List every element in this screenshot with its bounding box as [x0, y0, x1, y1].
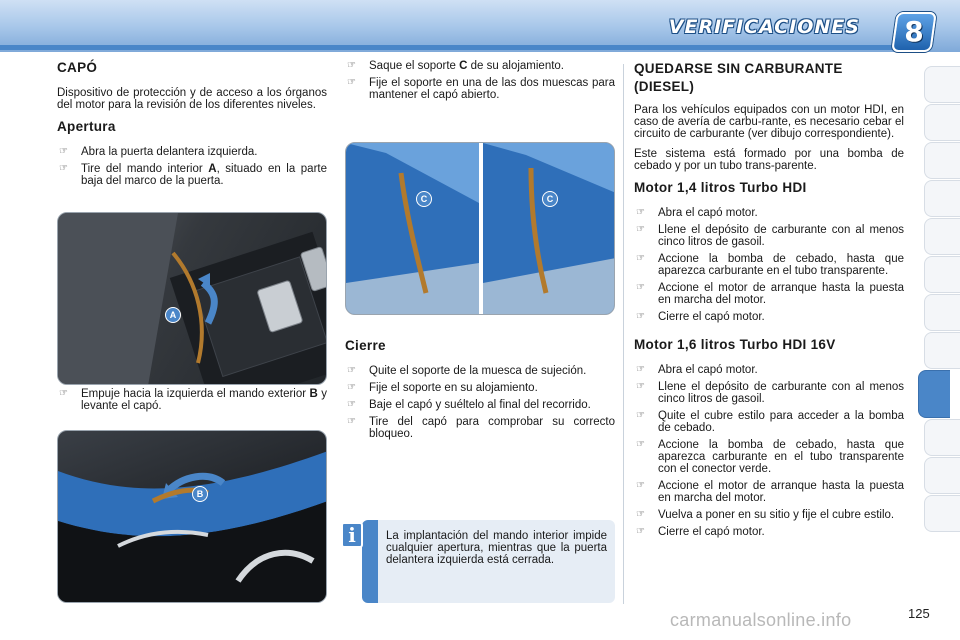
bullet-hand-icon: ☞	[636, 480, 645, 491]
chapter-tab[interactable]	[924, 294, 960, 331]
motor14-step: ☞ Accione el motor de arranque hasta la puesta en marcha del motor.	[636, 282, 904, 306]
cierre-step: ☞ Quite el soporte de la muesca de sujeción.	[347, 365, 587, 377]
chapter-number: 8	[904, 15, 924, 48]
key-letter-b: B	[309, 388, 318, 400]
bullet-hand-icon: ☞	[636, 311, 645, 322]
motor14-step: ☞ Abra el capó motor.	[636, 207, 758, 219]
motor16-step: ☞ Accione la bomba de cebado, hasta que aparezca carburante en el tubo transparente con el conector verde.	[636, 439, 904, 475]
interior-release-illustration	[57, 212, 327, 385]
bullet-hand-icon: ☞	[636, 253, 645, 264]
motor14-title: Motor 1,4 litros Turbo HDI	[634, 180, 807, 195]
label-a: A	[165, 307, 181, 323]
motor16-step: ☞ Vuelva a poner en su sitio y fije el cubre estilo.	[636, 509, 895, 521]
chapter-tabs	[924, 66, 960, 576]
bullet-hand-icon: ☞	[347, 416, 356, 427]
chapter-tab[interactable]	[924, 142, 960, 179]
motor14-step: ☞ Accione la bomba de cebado, hasta que aparezca carburante en el tubo transparente.	[636, 253, 904, 277]
bullet-hand-icon: ☞	[636, 224, 645, 235]
bullet-hand-icon: ☞	[636, 439, 645, 450]
bullet-hand-icon: ☞	[636, 509, 645, 520]
bullet-hand-icon: ☞	[347, 77, 356, 88]
cierre-step: ☞ Tire del capó para comprobar su correcto bloqueo.	[347, 416, 615, 440]
motor16-step: ☞ Llene el depósito de carburante con al menos cinco litros de gasoil.	[636, 381, 904, 405]
watermark: carmanualsonline.info	[670, 610, 852, 630]
motor14-steps	[634, 207, 904, 323]
exterior-release-list	[57, 388, 327, 412]
label-c-right: C	[542, 191, 558, 207]
cierre-step: ☞ Fije el soporte en su alojamiento.	[347, 382, 538, 394]
fuel-intro-1: Para los vehículos equipados con un motor HDI, en caso de avería de carbu-rante, es necesario cebar el circuito de carburante (ver dibujo correspondiente).	[634, 104, 904, 140]
cierre-step: ☞ Baje el capó y suéltelo al final del recorrido.	[347, 399, 591, 411]
bullet-hand-icon: ☞	[636, 381, 645, 392]
chapter-tab[interactable]	[924, 495, 960, 532]
footwell-drawing	[58, 213, 327, 385]
bullet-hand-icon: ☞	[59, 388, 68, 399]
chapter-tab[interactable]	[924, 256, 960, 293]
cierre-section	[345, 330, 615, 445]
bullet-hand-icon: ☞	[347, 382, 356, 393]
info-icon: i	[341, 522, 363, 548]
cierre-steps	[345, 365, 615, 440]
bullet-hand-icon: ☞	[636, 207, 645, 218]
chapter-tab[interactable]	[924, 218, 960, 255]
motor16-step: ☞ Abra el capó motor.	[636, 364, 758, 376]
column-support	[345, 60, 615, 106]
chapter-tab[interactable]	[924, 419, 960, 456]
motor16-step: ☞ Accione el motor de arranque hasta la puesta en marcha del motor.	[636, 480, 904, 504]
apertura-steps	[57, 146, 327, 187]
chapter-tab[interactable]	[924, 332, 960, 369]
motor16-step: ☞ Cierre el capó motor.	[636, 526, 765, 538]
key-letter-a: A	[208, 163, 217, 175]
exterior-release-step	[57, 388, 327, 417]
info-note	[362, 520, 615, 603]
motor16-title: Motor 1,6 litros Turbo HDI 16V	[634, 337, 836, 352]
cierre-title: Cierre	[345, 338, 386, 353]
column-divider	[623, 64, 624, 604]
apertura-title: Apertura	[57, 119, 116, 134]
bullet-hand-icon: ☞	[59, 146, 68, 157]
motor14-step: ☞ Cierre el capó motor.	[636, 311, 765, 323]
chapter-badge	[891, 12, 937, 52]
support-steps	[345, 60, 615, 101]
page-number: 125	[908, 606, 930, 621]
capo-intro: Dispositivo de protección y de acceso a los órganos del motor para la revisión de los diferentes niveles.	[57, 87, 327, 111]
bullet-hand-icon: ☞	[636, 410, 645, 421]
apertura-step: ☞ Tire del mando interior A, situado en la parte baja del marco de la puerta.	[59, 163, 327, 187]
key-letter-c: C	[459, 60, 468, 72]
bullet-hand-icon: ☞	[636, 364, 645, 375]
support-step: ☞ Fije el soporte en una de las dos muescas para mantener el capó abierto.	[347, 77, 615, 101]
label-c-left: C	[416, 191, 432, 207]
apertura-step: ☞ Abra la puerta delantera izquierda.	[59, 146, 258, 158]
column-fuel	[634, 60, 904, 543]
chapter-tab[interactable]	[924, 180, 960, 217]
support-step: ☞ Saque el soporte C de su alojamiento.	[347, 60, 565, 72]
motor14-step: ☞ Llene el depósito de carburante con al menos cinco litros de gasoil.	[636, 224, 904, 248]
chapter-tab[interactable]	[924, 66, 960, 103]
prop-rod-drawing	[346, 143, 615, 315]
grille-drawing	[58, 431, 327, 603]
chapter-tab[interactable]	[924, 104, 960, 141]
exterior-release-illustration	[57, 430, 327, 603]
bullet-hand-icon: ☞	[59, 163, 68, 174]
info-note-text: La implantación del mando interior impide cualquier apertura, mientras que la puerta delantera izquierda está cerrada.	[386, 530, 607, 566]
bullet-hand-icon: ☞	[347, 365, 356, 376]
prop-rod-illustration	[345, 142, 615, 315]
chapter-tab[interactable]	[924, 457, 960, 494]
chapter-header-band	[0, 0, 960, 52]
bullet-hand-icon: ☞	[347, 399, 356, 410]
label-b: B	[192, 486, 208, 502]
exterior-release-text: ☞ Empuje hacia la izquierda el mando exterior B y levante el capó.	[59, 388, 327, 412]
fuel-title: QUEDARSE SIN CARBURANTE (DIESEL)	[634, 61, 843, 94]
bullet-hand-icon: ☞	[347, 60, 356, 71]
fuel-intro-2: Este sistema está formado por una bomba de cebado y por un tubo trans-parente.	[634, 148, 904, 172]
bullet-hand-icon: ☞	[636, 282, 645, 293]
section-title: VERIFICACIONES	[668, 16, 860, 38]
bullet-hand-icon: ☞	[636, 526, 645, 537]
header-stripe	[0, 45, 900, 50]
capo-title: CAPÓ	[57, 60, 98, 75]
motor16-step: ☞ Quite el cubre estilo para acceder a la bomba de cebado.	[636, 410, 904, 434]
chapter-tab-active[interactable]	[918, 370, 950, 418]
column-capo	[57, 60, 327, 192]
motor16-steps	[634, 364, 904, 538]
